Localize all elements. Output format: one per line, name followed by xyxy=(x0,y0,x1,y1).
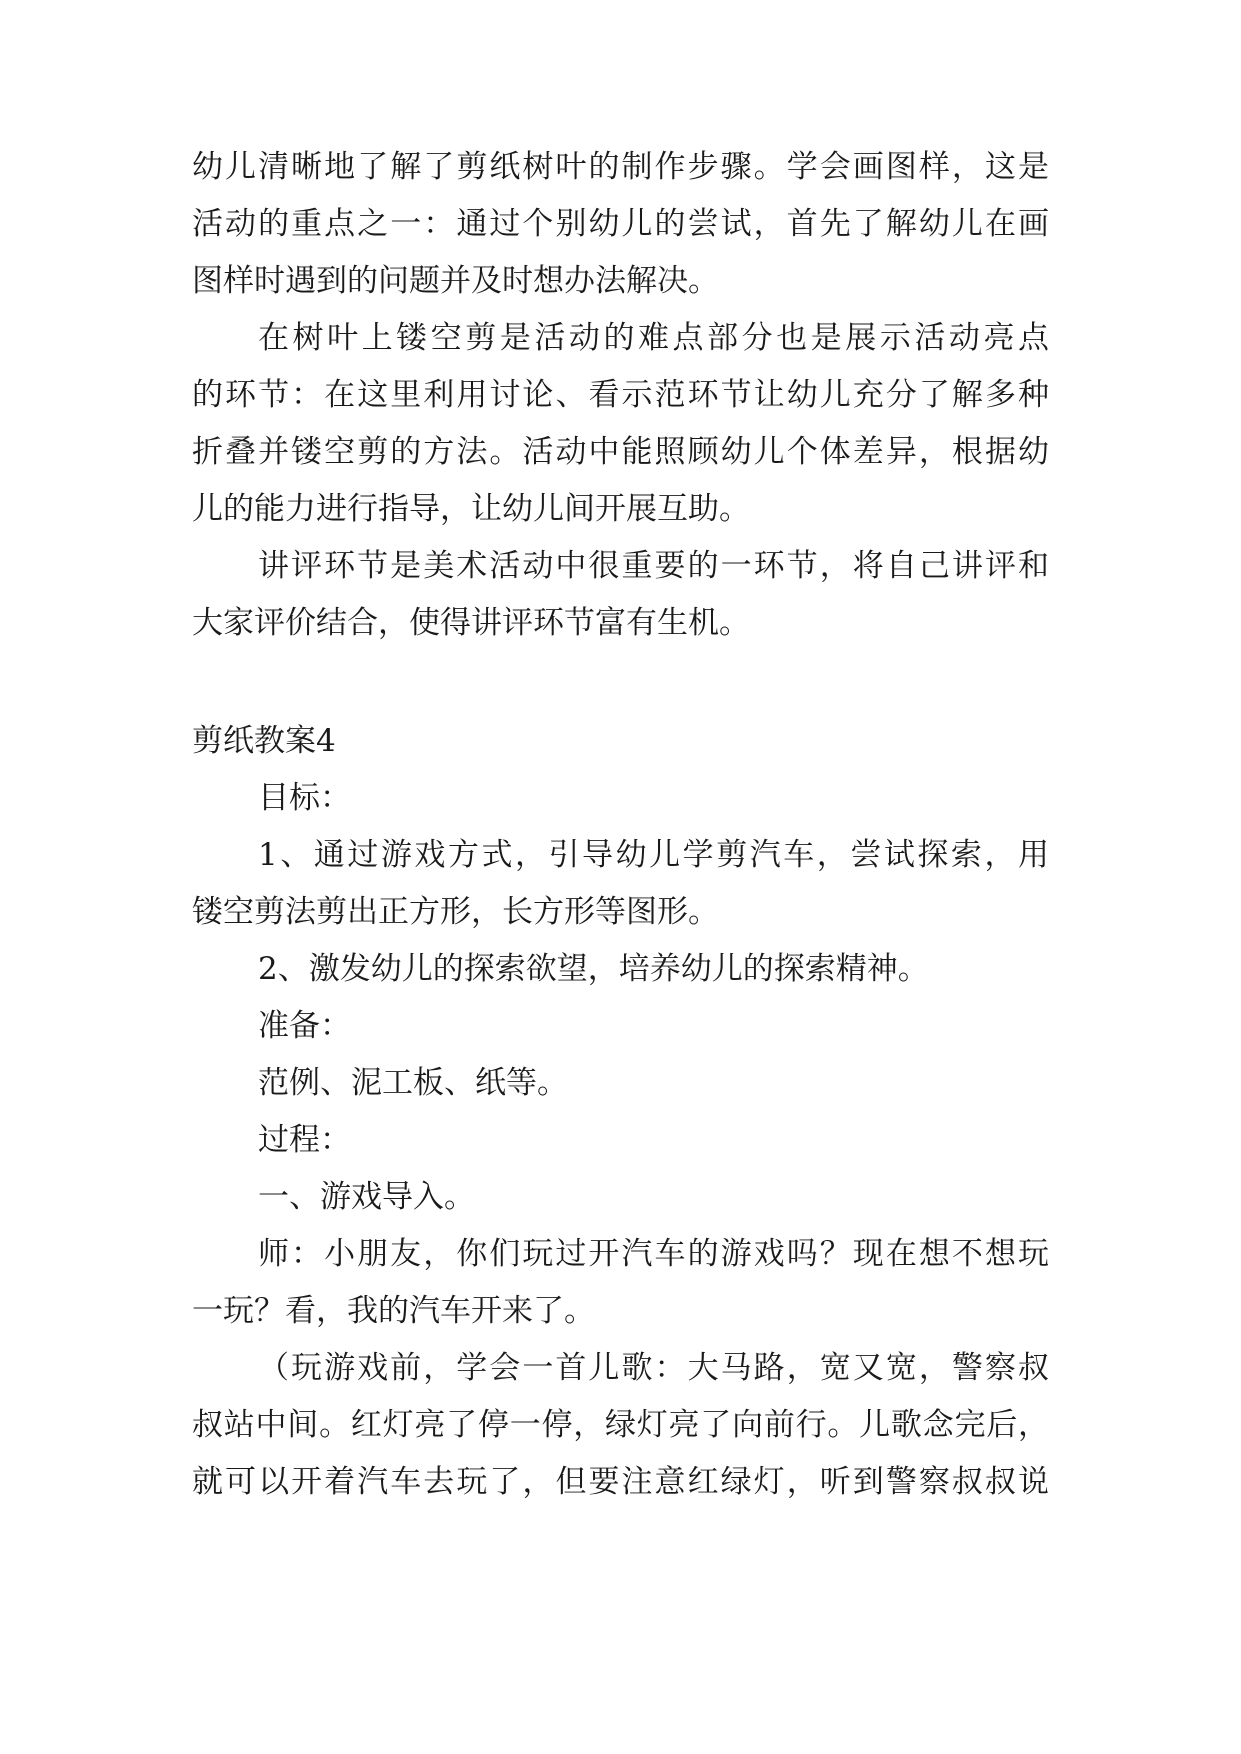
paragraph-line: 叔站中间。红灯亮了停一停，绿灯亮了向前行。儿歌念完后， xyxy=(192,1407,1049,1443)
paragraph-line: 一玩？看，我的汽车开来了。 xyxy=(192,1293,595,1329)
paragraph-line: 幼儿清晰地了解了剪纸树叶的制作步骤。学会画图样，这是 xyxy=(192,149,1049,185)
paragraph-line: 图样时遇到的问题并及时想办法解决。 xyxy=(192,263,719,299)
paragraph-line: 讲评环节是美术活动中很重要的一环节，将自己讲评和 xyxy=(258,548,1049,584)
paragraph-line: 目标： xyxy=(258,780,351,816)
paragraph-line: 1、通过游戏方式，引导幼儿学剪汽车，尝试探索，用 xyxy=(258,837,1049,873)
paragraph-line: 过程： xyxy=(258,1122,351,1158)
paragraph-line: 活动的重点之一：通过个别幼儿的尝试，首先了解幼儿在画 xyxy=(192,206,1049,242)
paragraph-line: 折叠并镂空剪的方法。活动中能照顾幼儿个体差异，根据幼 xyxy=(192,434,1049,470)
paragraph-line: 儿的能力进行指导，让幼儿间开展互助。 xyxy=(192,491,750,527)
paragraph-line: 就可以开着汽车去玩了，但要注意红绿灯，听到警察叔叔说 xyxy=(192,1464,1049,1500)
paragraph-line: 的环节：在这里利用讨论、看示范环节让幼儿充分了解多种 xyxy=(192,377,1049,413)
paragraph-line: 镂空剪法剪出正方形，长方形等图形。 xyxy=(192,894,719,930)
paragraph-line: 师：小朋友，你们玩过开汽车的游戏吗？现在想不想玩 xyxy=(258,1236,1049,1272)
paragraph-line: 一、游戏导入。 xyxy=(258,1179,475,1215)
section-heading: 剪纸教案4 xyxy=(192,723,336,759)
paragraph-line: 2、激发幼儿的探索欲望，培养幼儿的探索精神。 xyxy=(258,951,929,987)
paragraph-line: 准备： xyxy=(258,1008,351,1044)
paragraph-line: （玩游戏前，学会一首儿歌：大马路，宽又宽，警察叔 xyxy=(258,1350,1049,1386)
paragraph-line: 范例、泥工板、纸等。 xyxy=(258,1065,568,1101)
paragraph-line: 在树叶上镂空剪是活动的难点部分也是展示活动亮点 xyxy=(258,320,1049,356)
paragraph-line: 大家评价结合，使得讲评环节富有生机。 xyxy=(192,605,750,641)
